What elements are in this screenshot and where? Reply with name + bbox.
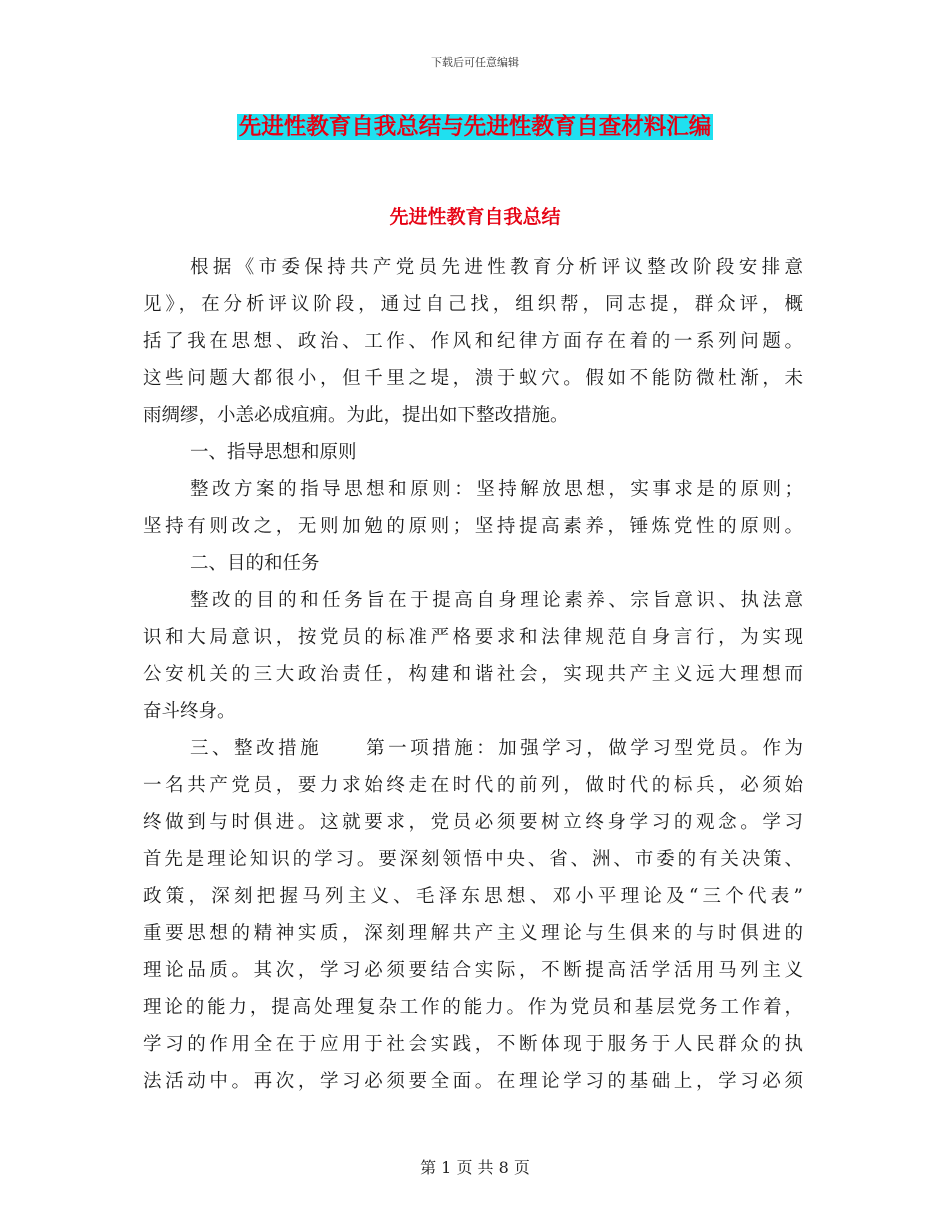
paragraph-line: 见》，在分析评议阶段，通过自己找，组织帮，同志提，群众评，概 [143,294,803,315]
paragraph-line: 整改方案的指导思想和原则：坚持解放思想，实事求是的原则； [190,479,803,500]
paragraph-line: 学习的作用全在于应用于社会实践，不断体现于服务于人民群众的执 [143,1034,803,1055]
section-heading: 一、指导思想和原则 [190,442,357,463]
paragraph-line: 终做到与时俱进。这就要求，党员必须要树立终身学习的观念。学习 [143,812,803,833]
paragraph-line: 整改的目的和任务旨在于提高自身理论素养、宗旨意识、执法意 [190,590,803,611]
section-title: 先进性教育自我总结 [389,206,561,228]
document-title [0,110,950,144]
paragraph-line: 三、整改措施 第一项措施：加强学习，做学习型党员。作为 [190,738,803,759]
paragraph-line: 识和大局意识，按党员的标准严格要求和法律规范自身言行，为实现 [143,627,803,648]
page-header: 下载后可任意编辑 [431,56,519,69]
paragraph-line: 政策，深刻把握马列主义、毛泽东思想、邓小平理论及“三个代表” [143,886,803,907]
paragraph-line: 首先是理论知识的学习。要深刻领悟中央、省、洲、市委的有关决策、 [143,849,803,870]
paragraph-line: 这些问题大都很小，但千里之堤，溃于蚁穴。假如不能防微杜渐，未 [143,368,803,389]
document-title-text: 先进性教育自我总结与先进性教育自查材料汇编 [238,114,712,140]
paragraph-line: 雨绸缪，小恙必成疽痈。为此，提出如下整改措施。 [143,405,569,426]
paragraph-line: 理论的能力，提高处理复杂工作的能力。作为党员和基层党务工作着， [143,997,803,1018]
page-footer: 第 1 页 共 8 页 [420,1158,530,1177]
paragraph-line: 法活动中。再次，学习必须要全面。在理论学习的基础上，学习必须 [143,1071,803,1092]
paragraph-line: 公安机关的三大政治责任，构建和谐社会，实现共产主义远大理想而 [143,664,803,685]
paragraph-line: 坚持有则改之，无则加勉的原则；坚持提高素养，锤炼党性的原则。 [143,516,803,537]
paragraph-line: 括了我在思想、政治、工作、作风和纪律方面存在着的一系列问题。 [143,331,803,352]
paragraph-line: 奋斗终身。 [143,701,236,722]
paragraph-line: 根据《市委保持共产党员先进性教育分析评议整改阶段安排意 [190,257,803,278]
paragraph-line: 重要思想的精神实质，深刻理解共产主义理论与生俱来的与时俱进的 [143,923,803,944]
section-heading: 二、目的和任务 [190,553,320,574]
paragraph-line: 理论品质。其次，学习必须要结合实际，不断提高活学活用马列主义 [143,960,803,981]
paragraph-line: 一名共产党员，要力求始终走在时代的前列，做时代的标兵，必须始 [143,775,803,796]
